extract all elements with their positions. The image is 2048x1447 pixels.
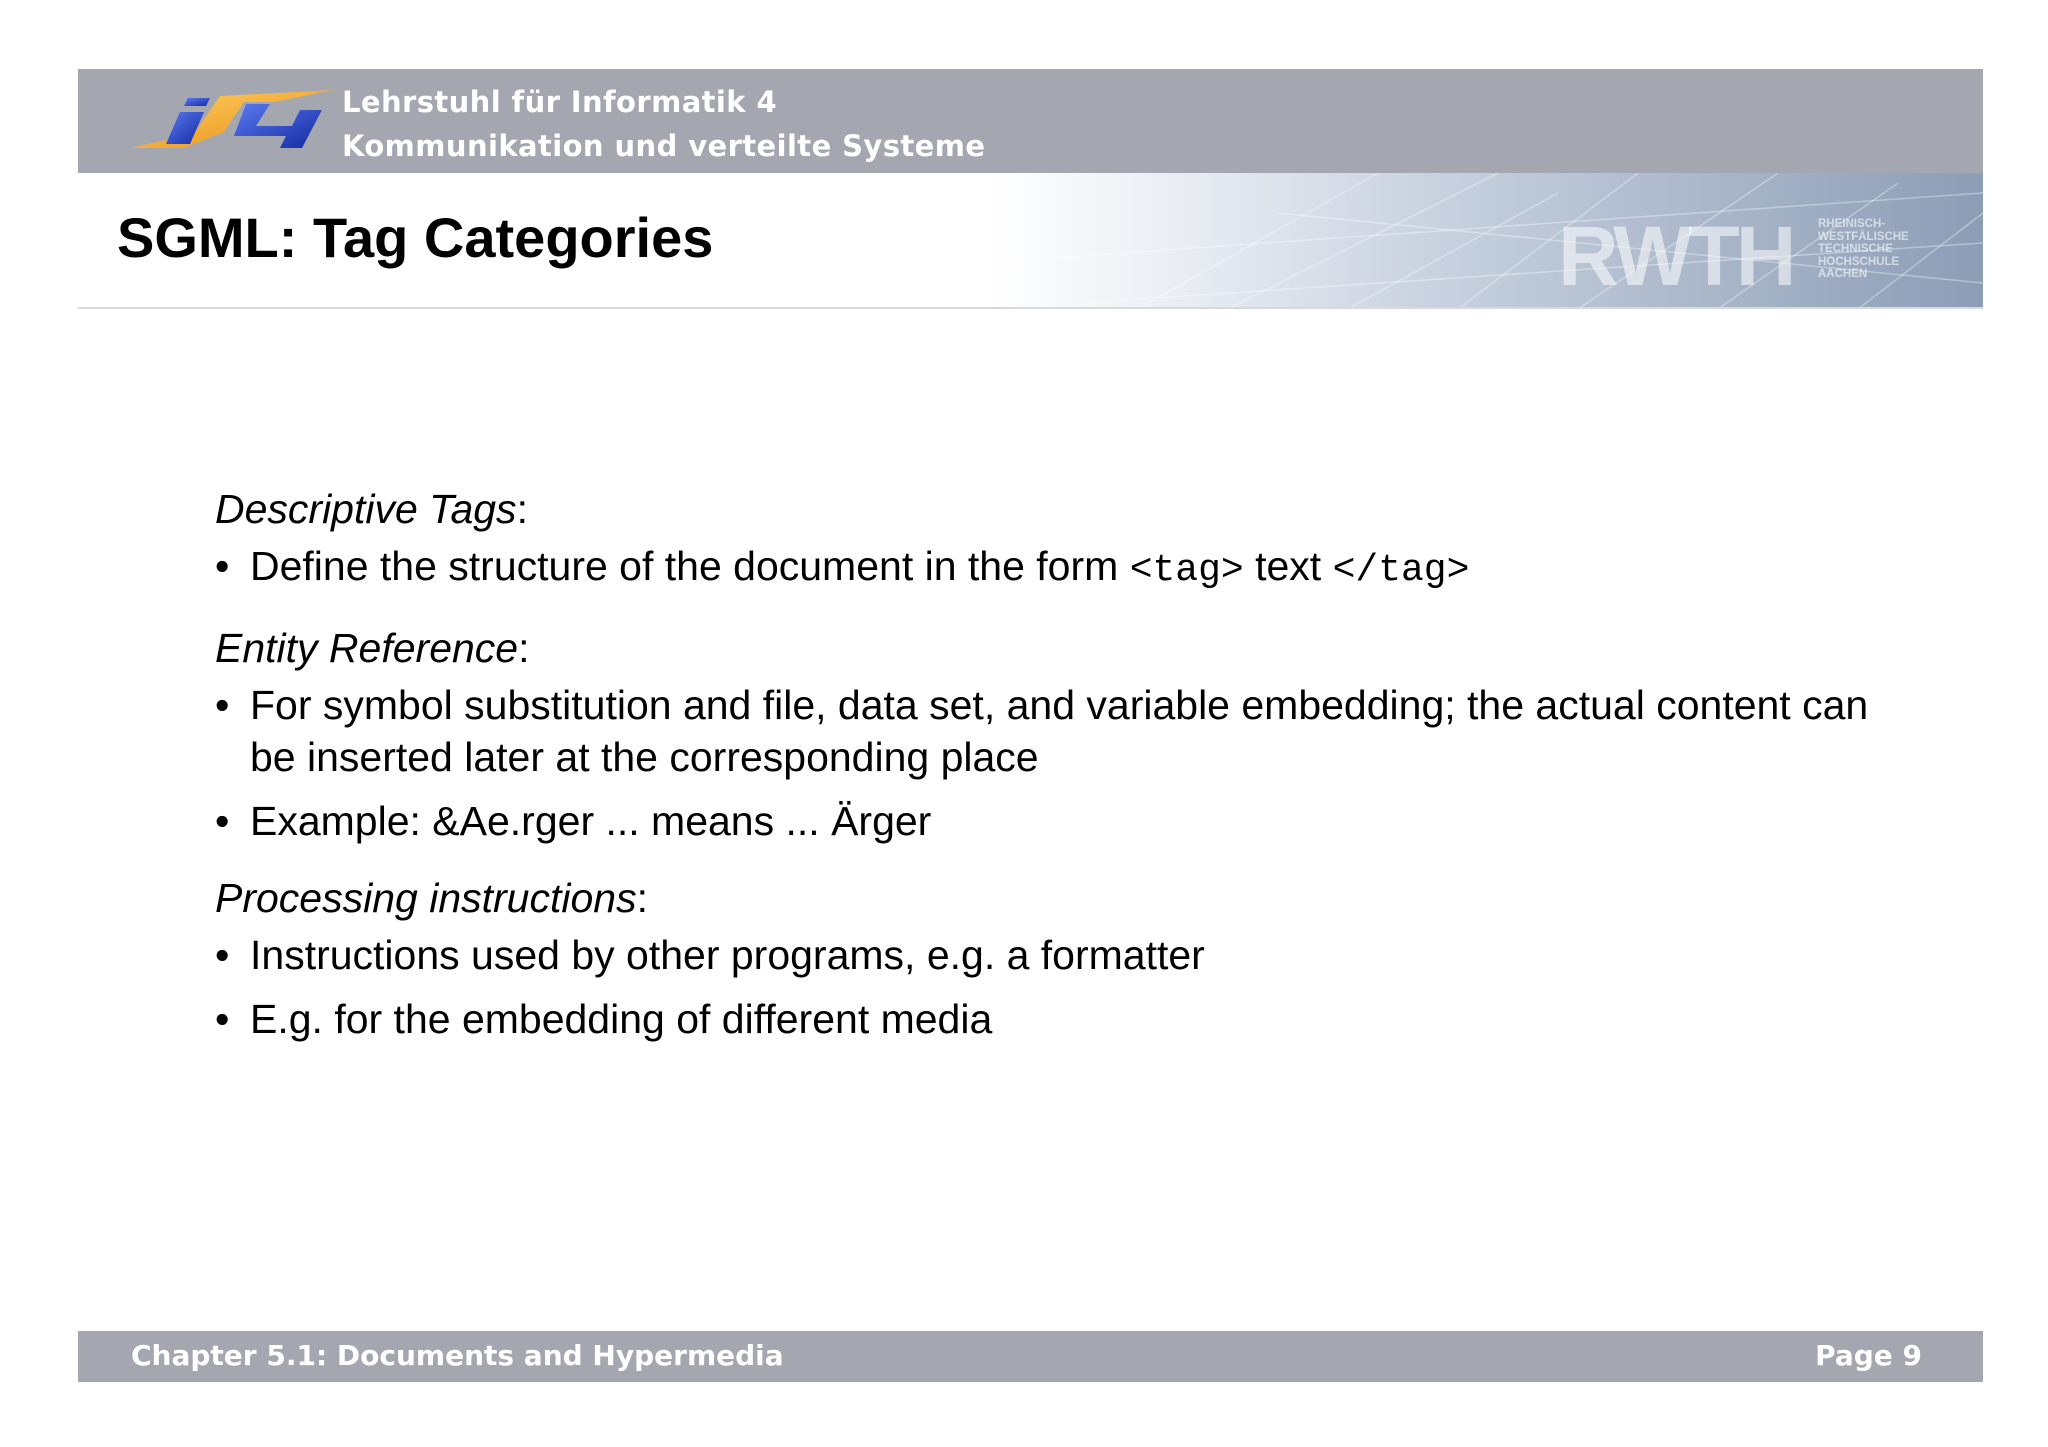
- section-heading-text: Entity Reference: [215, 625, 519, 671]
- bullet-text: Instructions used by other programs, e.g. a formatter: [250, 932, 1205, 978]
- heading-colon: :: [636, 875, 648, 921]
- page-title: SGML: Tag Categories: [117, 206, 714, 269]
- slide-content: [215, 478, 1915, 1057]
- rwth-line: AACHEN: [1818, 268, 1868, 280]
- heading-colon: :: [518, 625, 530, 671]
- rwth-wordmark: RWTH: [1558, 209, 1793, 303]
- bullet-icon: •: [215, 932, 230, 978]
- chair-subtitle: Kommunikation und verteilte Systeme: [342, 129, 986, 163]
- list-item: [215, 795, 1915, 847]
- list-item: [215, 679, 1915, 783]
- title-divider: [78, 307, 1983, 309]
- list-item: [215, 993, 1915, 1045]
- rwth-line: TECHNISCHE: [1818, 243, 1893, 255]
- list-item: [215, 540, 1915, 597]
- rwth-line: HOCHSCHULE: [1818, 255, 1900, 268]
- bullet-icon: •: [215, 798, 230, 844]
- code-close-tag: </tag>: [1332, 549, 1470, 592]
- rwth-line: WESTFÄLISCHE: [1818, 230, 1909, 243]
- bullet-text: For symbol substitution and file, data set, and variable embedding; the actual content can be inserted later at the corresponding place: [250, 682, 1869, 780]
- section-heading-text: Processing instructions: [215, 875, 637, 921]
- chapter-label: Chapter 5.1: Documents and Hypermedia: [131, 1339, 784, 1372]
- bullet-text: E.g. for the embedding of different media: [250, 996, 993, 1042]
- i4-logo: [124, 82, 336, 156]
- section-heading-text: Descriptive Tags: [215, 486, 517, 532]
- code-open-tag: <tag>: [1129, 549, 1244, 592]
- section-heading: [215, 617, 1915, 679]
- bullet-text: text: [1243, 543, 1333, 589]
- bullet-icon: •: [215, 996, 230, 1042]
- bullet-text: Define the structure of the document in the form: [250, 543, 1130, 589]
- bullet-icon: •: [215, 543, 230, 589]
- list-item: [215, 929, 1915, 981]
- section-heading: [215, 478, 1915, 540]
- heading-colon: :: [516, 486, 528, 532]
- page-number: Page 9: [1815, 1339, 1922, 1372]
- bullet-text: Example: &Ae.rger ... means ... Ärger: [250, 798, 932, 844]
- rwth-line: RHEINISCH-: [1818, 218, 1886, 230]
- rwth-university-lines: [1818, 218, 1909, 281]
- bullet-icon: •: [215, 682, 230, 728]
- section-heading: [215, 867, 1915, 929]
- chair-name: Lehrstuhl für Informatik 4: [342, 85, 778, 119]
